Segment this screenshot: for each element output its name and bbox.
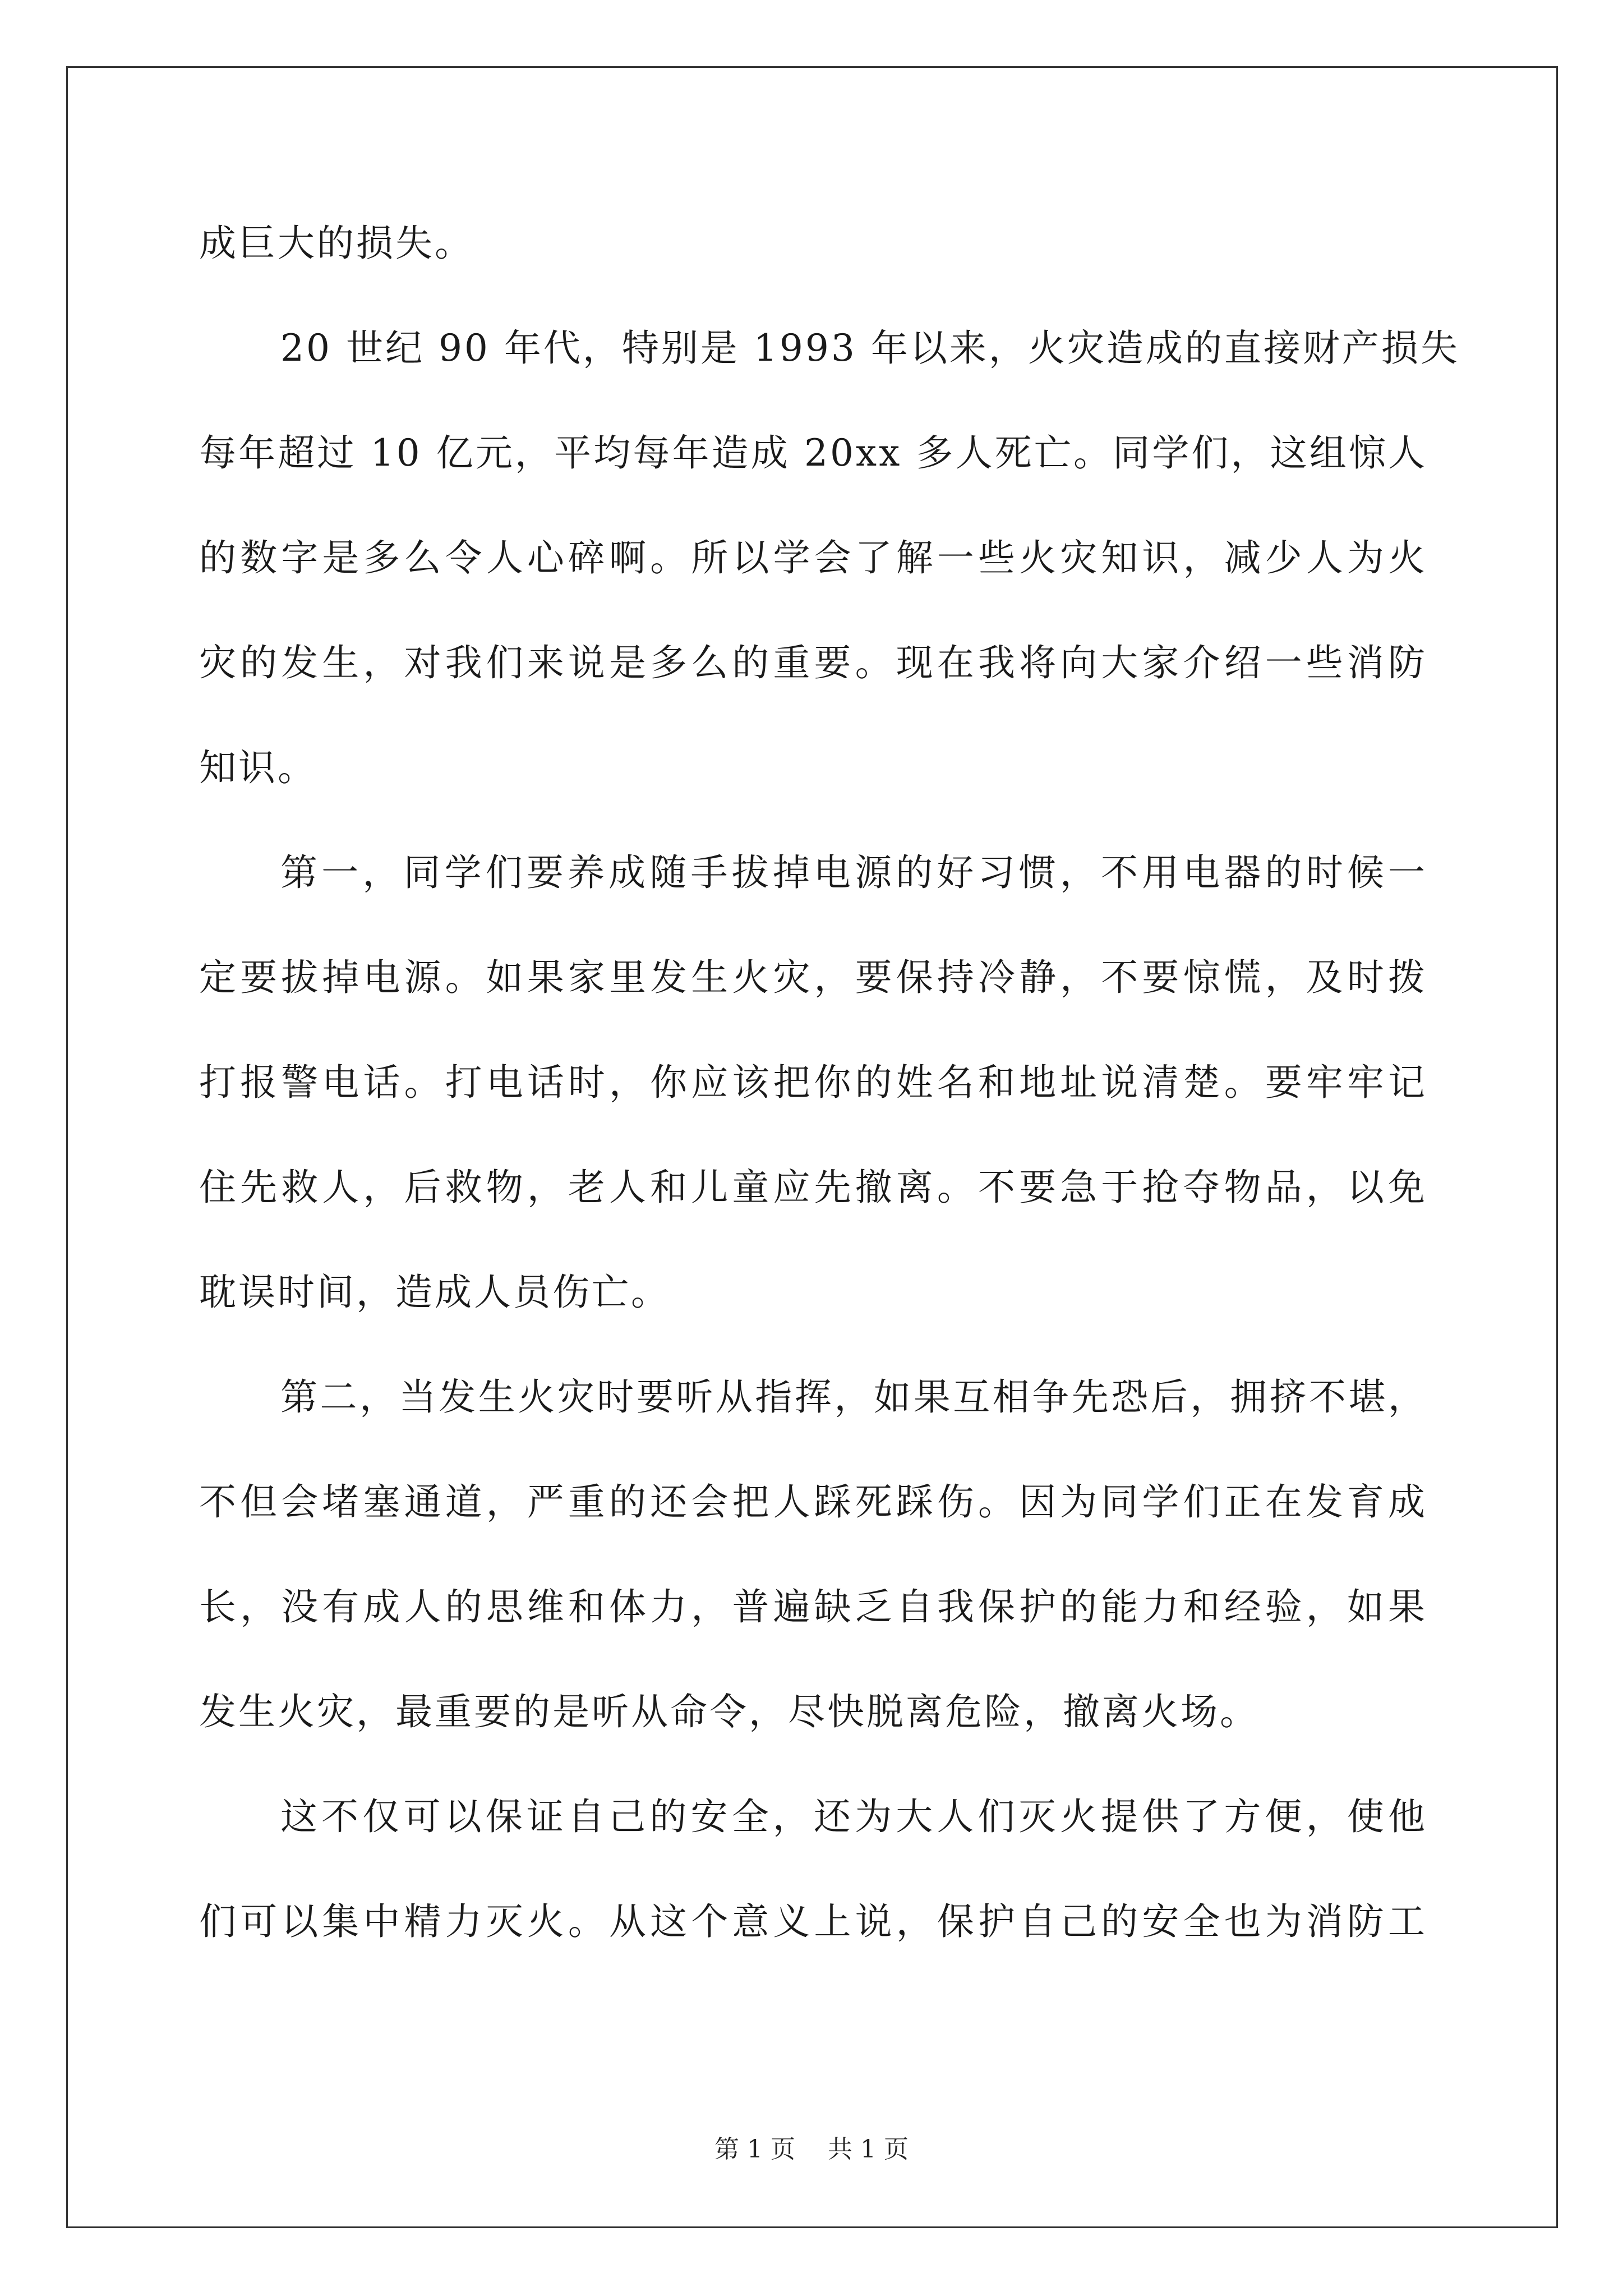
page-footer (0, 2129, 1623, 2165)
page-total: 共 1 页 (828, 2135, 909, 2164)
text-line: 灾的发生，对我们来说是多么的重要。现在我将向大家介绍一些消防 (199, 641, 1427, 684)
text-line: 知识。 (199, 746, 317, 789)
text-line: 每年超过 10 亿元，平均每年造成 20xx 多人死亡。同学们，这组惊人 (199, 431, 1427, 475)
text-line: 的数字是多么令人心碎啊。所以学会了解一些火灾知识，减少人为火 (199, 536, 1427, 579)
text-line: 20 世纪 90 年代，特别是 1993 年以来，火灾造成的直接财产损失 (280, 326, 1460, 370)
page-number: 第 1 页 (714, 2135, 795, 2164)
document-body (199, 191, 1460, 1974)
text-line: 成巨大的损失。 (199, 222, 474, 265)
text-line: 不但会堵塞通道，严重的还会把人踩死踩伤。因为同学们正在发育成 (199, 1480, 1427, 1524)
text-line: 打报警电话。打电话时，你应该把你的姓名和地址说清楚。要牢牢记 (199, 1061, 1427, 1104)
text-line: 耽误时间，造成人员伤亡。 (199, 1271, 670, 1314)
text-line: 第二，当发生火灾时要听从指挥，如果互相争先恐后，拥挤不堪， (280, 1375, 1427, 1419)
text-line: 长，没有成人的思维和体力，普遍缺乏自我保护的能力和经验，如果 (199, 1585, 1427, 1628)
text-line: 发生火灾，最重要的是听从命令，尽快脱离危险，撤离火场。 (199, 1690, 1259, 1733)
text-line: 第一，同学们要养成随手拔掉电源的好习惯，不用电器的时候一 (280, 851, 1427, 894)
text-line: 住先救人，后救物，老人和儿童应先撤离。不要急于抢夺物品，以免 (199, 1166, 1427, 1209)
text-line: 定要拔掉电源。如果家里发生火灾，要保持冷静，不要惊慌，及时拨 (199, 956, 1427, 999)
text-line: 们可以集中精力灭火。从这个意义上说，保护自己的安全也为消防工 (199, 1900, 1427, 1943)
text-line: 这不仅可以保证自己的安全，还为大人们灭火提供了方便，使他 (280, 1795, 1427, 1838)
